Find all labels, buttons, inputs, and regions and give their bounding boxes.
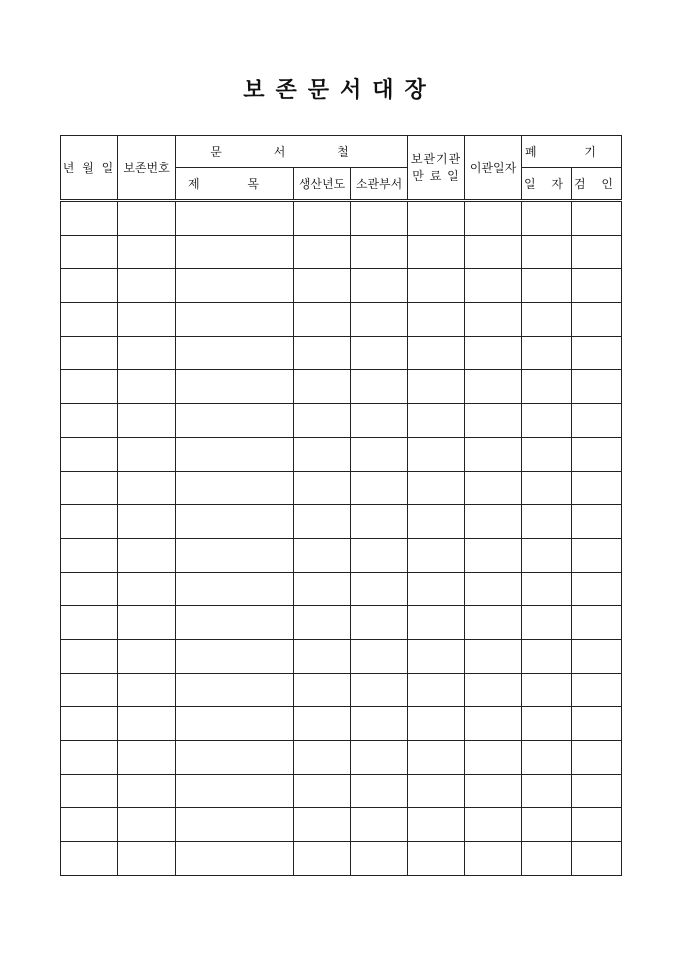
- retention-expiry-cell: [408, 370, 465, 404]
- disposal-inspection-cell: [572, 606, 622, 640]
- retention-expiry-cell: [408, 505, 465, 539]
- disposal-date-cell: [522, 842, 572, 876]
- disposal-date-cell: [522, 505, 572, 539]
- disposal-date-cell: [522, 538, 572, 572]
- disposal-inspection-cell: [572, 303, 622, 337]
- disposal-date-cell: [522, 707, 572, 741]
- managing-department-cell: [351, 606, 408, 640]
- preservation-number-cell: [118, 842, 176, 876]
- preservation-number-cell: [118, 235, 176, 269]
- transfer-date-cell: [465, 842, 522, 876]
- transfer-date-cell: [465, 370, 522, 404]
- disposal-date-cell: [522, 741, 572, 775]
- document-ledger-table: [60, 135, 622, 876]
- table-row: [61, 572, 622, 606]
- table-row: [61, 673, 622, 707]
- transfer-date-cell: [465, 808, 522, 842]
- disposal-date-cell: [522, 336, 572, 370]
- subject-cell: [176, 505, 294, 539]
- subject-cell: [176, 269, 294, 303]
- header-retention-expiry: [408, 136, 465, 201]
- date-cell: [61, 370, 118, 404]
- disposal-inspection-cell: [572, 404, 622, 438]
- date-cell: [61, 842, 118, 876]
- date-cell: [61, 404, 118, 438]
- managing-department-cell: [351, 404, 408, 438]
- table-row: [61, 808, 622, 842]
- retention-expiry-cell: [408, 269, 465, 303]
- preservation-number-cell: [118, 269, 176, 303]
- managing-department-cell: [351, 505, 408, 539]
- transfer-date-cell: [465, 639, 522, 673]
- transfer-date-cell: [465, 303, 522, 337]
- managing-department-cell: [351, 808, 408, 842]
- table-row: [61, 538, 622, 572]
- date-cell: [61, 774, 118, 808]
- production-year-cell: [294, 538, 351, 572]
- managing-department-cell: [351, 707, 408, 741]
- disposal-date-cell: [522, 639, 572, 673]
- subject-cell: [176, 774, 294, 808]
- disposal-date-cell: [522, 606, 572, 640]
- date-cell: [61, 538, 118, 572]
- header-production-year: 생산년도: [294, 168, 351, 201]
- transfer-date-cell: [465, 201, 522, 236]
- retention-expiry-cell: [408, 707, 465, 741]
- subject-cell: [176, 201, 294, 236]
- date-cell: [61, 437, 118, 471]
- subject-cell: [176, 404, 294, 438]
- retention-expiry-cell: [408, 336, 465, 370]
- date-cell: [61, 505, 118, 539]
- date-cell: [61, 673, 118, 707]
- preservation-number-cell: [118, 774, 176, 808]
- managing-department-cell: [351, 774, 408, 808]
- managing-department-cell: [351, 370, 408, 404]
- table-row: [61, 842, 622, 876]
- preservation-number-cell: [118, 707, 176, 741]
- disposal-date-cell: [522, 303, 572, 337]
- subject-cell: [176, 707, 294, 741]
- subject-cell: [176, 808, 294, 842]
- retention-expiry-cell: [408, 303, 465, 337]
- retention-expiry-cell: [408, 842, 465, 876]
- date-cell: [61, 707, 118, 741]
- disposal-inspection-cell: [572, 842, 622, 876]
- retention-expiry-cell: [408, 235, 465, 269]
- date-cell: [61, 201, 118, 236]
- subject-cell: [176, 572, 294, 606]
- transfer-date-cell: [465, 741, 522, 775]
- retention-expiry-cell: [408, 471, 465, 505]
- subject-cell: [176, 437, 294, 471]
- subject-cell: [176, 471, 294, 505]
- production-year-cell: [294, 336, 351, 370]
- transfer-date-cell: [465, 774, 522, 808]
- retention-expiry-cell: [408, 774, 465, 808]
- disposal-inspection-cell: [572, 437, 622, 471]
- date-cell: [61, 639, 118, 673]
- transfer-date-cell: [465, 707, 522, 741]
- header-retention-expiry-line1: 보관기관: [410, 151, 462, 166]
- disposal-inspection-cell: [572, 673, 622, 707]
- disposal-date-cell: [522, 201, 572, 236]
- header-subject: 제 목: [176, 168, 294, 201]
- disposal-inspection-cell: [572, 808, 622, 842]
- production-year-cell: [294, 404, 351, 438]
- subject-cell: [176, 235, 294, 269]
- header-disposal-inspection: 검 인: [572, 168, 622, 201]
- subject-cell: [176, 741, 294, 775]
- preservation-number-cell: [118, 471, 176, 505]
- disposal-inspection-cell: [572, 201, 622, 236]
- preservation-number-cell: [118, 404, 176, 438]
- date-cell: [61, 303, 118, 337]
- disposal-inspection-cell: [572, 639, 622, 673]
- transfer-date-cell: [465, 404, 522, 438]
- table-row: [61, 303, 622, 337]
- disposal-date-cell: [522, 673, 572, 707]
- disposal-inspection-cell: [572, 370, 622, 404]
- preservation-number-cell: [118, 741, 176, 775]
- managing-department-cell: [351, 639, 408, 673]
- production-year-cell: [294, 572, 351, 606]
- managing-department-cell: [351, 269, 408, 303]
- preservation-number-cell: [118, 639, 176, 673]
- transfer-date-cell: [465, 606, 522, 640]
- table-row: [61, 774, 622, 808]
- managing-department-cell: [351, 741, 408, 775]
- table-row: [61, 639, 622, 673]
- subject-cell: [176, 673, 294, 707]
- disposal-inspection-cell: [572, 572, 622, 606]
- managing-department-cell: [351, 303, 408, 337]
- managing-department-cell: [351, 201, 408, 236]
- production-year-cell: [294, 303, 351, 337]
- disposal-date-cell: [522, 471, 572, 505]
- retention-expiry-cell: [408, 437, 465, 471]
- date-cell: [61, 606, 118, 640]
- subject-cell: [176, 639, 294, 673]
- disposal-inspection-cell: [572, 707, 622, 741]
- date-cell: [61, 471, 118, 505]
- managing-department-cell: [351, 235, 408, 269]
- production-year-cell: [294, 774, 351, 808]
- table-row: [61, 336, 622, 370]
- table-row: [61, 471, 622, 505]
- disposal-inspection-cell: [572, 336, 622, 370]
- production-year-cell: [294, 471, 351, 505]
- disposal-date-cell: [522, 572, 572, 606]
- preservation-number-cell: [118, 538, 176, 572]
- retention-expiry-cell: [408, 673, 465, 707]
- production-year-cell: [294, 370, 351, 404]
- managing-department-cell: [351, 572, 408, 606]
- disposal-inspection-cell: [572, 235, 622, 269]
- production-year-cell: [294, 842, 351, 876]
- preservation-number-cell: [118, 370, 176, 404]
- retention-expiry-cell: [408, 201, 465, 236]
- header-disposal-date: 일 자: [522, 168, 572, 201]
- header-managing-department: 소관부서: [351, 168, 408, 201]
- table-row: [61, 741, 622, 775]
- subject-cell: [176, 336, 294, 370]
- production-year-cell: [294, 808, 351, 842]
- transfer-date-cell: [465, 235, 522, 269]
- disposal-date-cell: [522, 370, 572, 404]
- date-cell: [61, 336, 118, 370]
- retention-expiry-cell: [408, 538, 465, 572]
- disposal-date-cell: [522, 437, 572, 471]
- transfer-date-cell: [465, 437, 522, 471]
- subject-cell: [176, 538, 294, 572]
- date-cell: [61, 269, 118, 303]
- production-year-cell: [294, 707, 351, 741]
- transfer-date-cell: [465, 336, 522, 370]
- preservation-number-cell: [118, 572, 176, 606]
- disposal-inspection-cell: [572, 538, 622, 572]
- transfer-date-cell: [465, 471, 522, 505]
- preservation-number-cell: [118, 201, 176, 236]
- managing-department-cell: [351, 842, 408, 876]
- retention-expiry-cell: [408, 572, 465, 606]
- retention-expiry-cell: [408, 404, 465, 438]
- table-row: [61, 269, 622, 303]
- production-year-cell: [294, 639, 351, 673]
- managing-department-cell: [351, 437, 408, 471]
- ledger-body: [61, 201, 622, 876]
- production-year-cell: [294, 741, 351, 775]
- production-year-cell: [294, 201, 351, 236]
- table-row: [61, 606, 622, 640]
- managing-department-cell: [351, 673, 408, 707]
- table-row: [61, 201, 622, 236]
- transfer-date-cell: [465, 538, 522, 572]
- retention-expiry-cell: [408, 639, 465, 673]
- production-year-cell: [294, 606, 351, 640]
- page-title: 보존문서대장: [243, 77, 437, 103]
- header-disposal: 폐 기: [522, 136, 622, 168]
- date-cell: [61, 741, 118, 775]
- header-preservation-number: 보존번호: [118, 136, 176, 201]
- preservation-number-cell: [118, 303, 176, 337]
- subject-cell: [176, 842, 294, 876]
- production-year-cell: [294, 505, 351, 539]
- disposal-date-cell: [522, 808, 572, 842]
- transfer-date-cell: [465, 505, 522, 539]
- disposal-date-cell: [522, 235, 572, 269]
- disposal-inspection-cell: [572, 471, 622, 505]
- disposal-date-cell: [522, 774, 572, 808]
- header-transfer-date: 이관일자: [465, 136, 522, 201]
- disposal-inspection-cell: [572, 774, 622, 808]
- subject-cell: [176, 370, 294, 404]
- disposal-date-cell: [522, 269, 572, 303]
- subject-cell: [176, 606, 294, 640]
- retention-expiry-cell: [408, 741, 465, 775]
- header-document-file: 문 서 철: [176, 136, 408, 168]
- date-cell: [61, 235, 118, 269]
- transfer-date-cell: [465, 269, 522, 303]
- production-year-cell: [294, 235, 351, 269]
- preservation-number-cell: [118, 606, 176, 640]
- managing-department-cell: [351, 471, 408, 505]
- disposal-inspection-cell: [572, 505, 622, 539]
- table-row: [61, 505, 622, 539]
- table-row: [61, 235, 622, 269]
- subject-cell: [176, 303, 294, 337]
- preservation-number-cell: [118, 808, 176, 842]
- transfer-date-cell: [465, 572, 522, 606]
- production-year-cell: [294, 673, 351, 707]
- retention-expiry-cell: [408, 606, 465, 640]
- disposal-inspection-cell: [572, 741, 622, 775]
- production-year-cell: [294, 269, 351, 303]
- preservation-number-cell: [118, 336, 176, 370]
- header-date: 년 월 일: [61, 136, 118, 201]
- table-row: [61, 370, 622, 404]
- header-retention-expiry-line2: 만 료 일: [412, 168, 460, 183]
- disposal-date-cell: [522, 404, 572, 438]
- table-row: [61, 404, 622, 438]
- preservation-number-cell: [118, 505, 176, 539]
- preservation-number-cell: [118, 673, 176, 707]
- transfer-date-cell: [465, 673, 522, 707]
- retention-expiry-cell: [408, 808, 465, 842]
- date-cell: [61, 572, 118, 606]
- disposal-inspection-cell: [572, 269, 622, 303]
- production-year-cell: [294, 437, 351, 471]
- managing-department-cell: [351, 336, 408, 370]
- managing-department-cell: [351, 538, 408, 572]
- date-cell: [61, 808, 118, 842]
- table-row: [61, 707, 622, 741]
- table-row: [61, 437, 622, 471]
- preservation-number-cell: [118, 437, 176, 471]
